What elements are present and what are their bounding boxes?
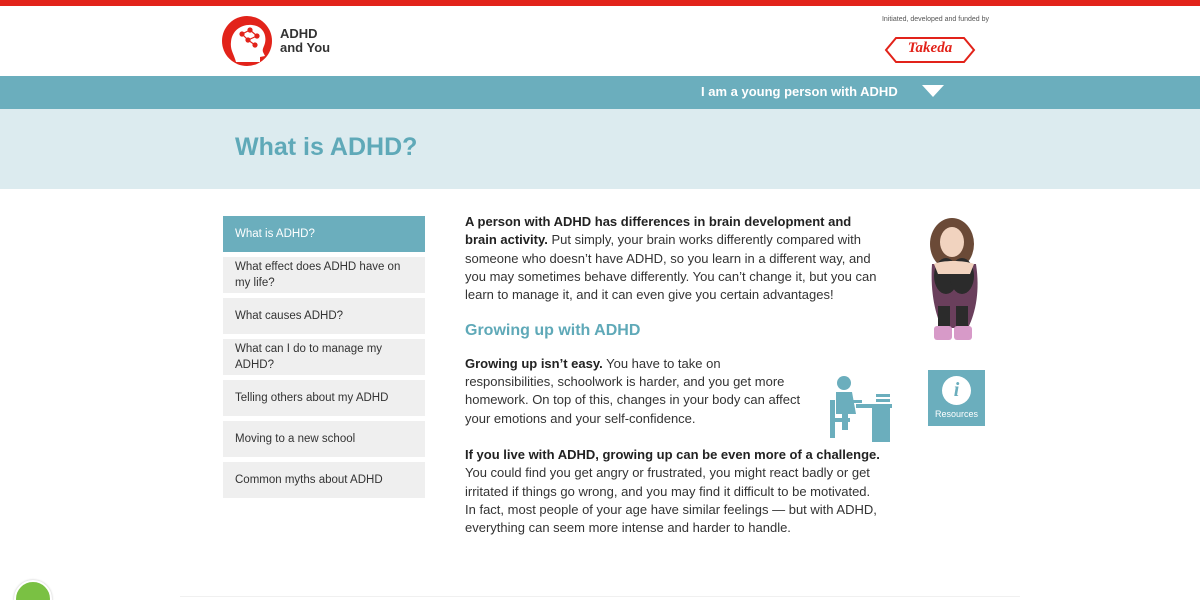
chevron-down-icon[interactable]	[922, 85, 944, 97]
brain-head-icon	[222, 16, 272, 66]
page-title: What is ADHD?	[235, 133, 418, 161]
student-at-desk-icon	[828, 374, 894, 444]
resources-label: Resources	[934, 409, 979, 419]
section-heading: Growing up with ADHD	[465, 322, 641, 340]
challenge-paragraph	[465, 446, 880, 537]
takeda-logo[interactable]	[882, 34, 978, 66]
intro-text: Put simply, your brain works differently compared with someone who doesn’t have ADHD, so you learn in a different way, and you may sometimes behave differently. You can’t change it, but you can learn to manage it, and it can even give you certain advantages!	[465, 232, 877, 303]
audience-navbar	[0, 76, 1200, 109]
resources-button[interactable]	[928, 370, 985, 426]
sidebar-item-myths[interactable]: Common myths about ADHD	[223, 462, 425, 498]
growing-up-bold: Growing up isn’t easy.	[465, 355, 603, 371]
info-icon	[942, 376, 971, 405]
funded-by-text: Initiated, developed and funded by	[881, 16, 989, 23]
cookie-icon[interactable]	[14, 580, 52, 600]
logo-text	[280, 27, 330, 55]
section-sidebar	[223, 216, 425, 503]
growing-up-paragraph	[465, 355, 805, 428]
sponsor-name: Takeda	[907, 40, 953, 56]
sidebar-item-manage[interactable]: What can I do to manage my ADHD?	[223, 339, 425, 375]
intro-bold: A person with ADHD has differences in brain development and brain activity.	[465, 214, 852, 248]
site-header	[0, 6, 1200, 76]
site-logo[interactable]	[222, 14, 352, 68]
intro-paragraph	[465, 213, 880, 304]
sidebar-item-telling-others[interactable]: Telling others about my ADHD	[223, 380, 425, 416]
challenge-text: You could find you get angry or frustrated, you might react badly or get irritated if things go wrong, and you may find it difficult to be motivated. In fact, most people of your age have similar feelings — but with ADHD, everything can seem more intense and harder to handle.	[465, 465, 877, 536]
logo-line-2: and You	[280, 40, 331, 55]
sidebar-item-what-is-adhd[interactable]: What is ADHD?	[223, 216, 425, 252]
info-glyph: i	[953, 379, 960, 401]
challenge-bold: If you live with ADHD, growing up can be even more of a challenge.	[465, 446, 880, 462]
sidebar-item-causes[interactable]: What causes ADHD?	[223, 298, 425, 334]
footer-divider	[180, 596, 1020, 597]
growing-up-text: You have to take on responsibilities, schoolwork is harder, and you get more homework. On top of this, changes in your body can affect your emotions and your self-confidence.	[465, 355, 801, 426]
article-content	[465, 213, 880, 555]
young-person-photo	[912, 204, 998, 348]
sidebar-item-new-school[interactable]: Moving to a new school	[223, 421, 425, 457]
page-hero	[0, 109, 1200, 189]
logo-line-1: ADHD	[280, 26, 318, 41]
sidebar-item-effects[interactable]: What effect does ADHD have on my life?	[223, 257, 425, 293]
audience-selector[interactable]: I am a young person with ADHD	[701, 84, 898, 99]
